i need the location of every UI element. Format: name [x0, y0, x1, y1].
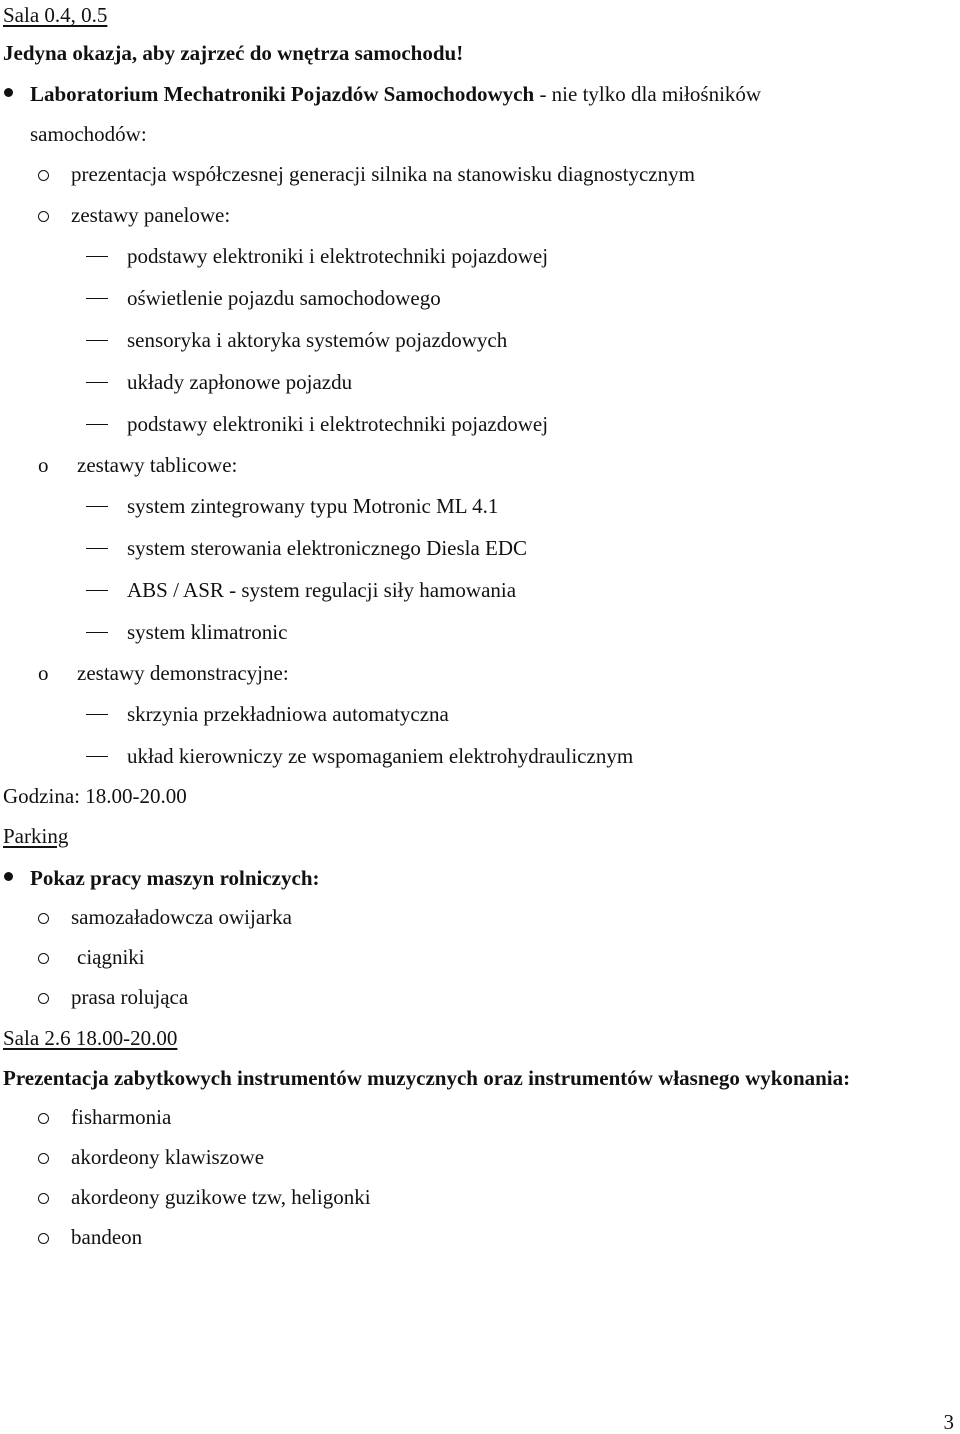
demo-item: układ kierowniczy ze wspomaganiem elektrohydraulicznym: [127, 744, 634, 768]
dash-bullet-icon: [86, 632, 108, 633]
dash-bullet-icon: [86, 340, 108, 341]
dash-bullet-icon: [86, 590, 108, 591]
dash-bullet-icon: [86, 256, 108, 257]
circle-bullet-icon: [38, 1113, 49, 1124]
headline: Jedyna okazja, aby zajrzeć do wnętrza samochodu!: [3, 41, 464, 65]
car-hours: Godzina: 18.00-20.00: [3, 784, 187, 808]
bullet-icon: [4, 872, 13, 881]
parking-location: Parking: [3, 824, 69, 848]
dash-bullet-icon: [86, 424, 108, 425]
circle-bullet-letter: o: [38, 453, 49, 477]
instruments-room-time: Sala 2.6 18.00-20.00: [3, 1026, 178, 1050]
circle-bullet-icon: [38, 913, 49, 924]
circle-bullet-icon: [38, 1153, 49, 1164]
demo-item: skrzynia przekładniowa automatyczna: [127, 702, 449, 726]
circle-bullet-icon: [38, 953, 49, 964]
room-location: Sala 0.4, 0.5: [3, 3, 108, 27]
circle-bullet-icon: [38, 211, 49, 222]
dash-bullet-icon: [86, 548, 108, 549]
lab-title: Laboratorium Mechatroniki Pojazdów Samochodowych: [30, 82, 535, 106]
panel-item: podstawy elektroniki i elektrotechniki pojazdowej: [127, 244, 549, 268]
circle-bullet-icon: [38, 993, 49, 1004]
lab-suffix: - nie tylko dla miłośników: [534, 82, 762, 106]
lab-suffix-continued: samochodów:: [30, 122, 147, 146]
item-engine-presentation: prezentacja współczesnej generacji silnika na stanowisku diagnostycznym: [71, 162, 695, 186]
board-item: system zintegrowany typu Motronic ML 4.1: [127, 494, 499, 518]
panel-item: oświetlenie pojazdu samochodowego: [127, 286, 441, 310]
panel-item: układy zapłonowe pojazdu: [127, 370, 353, 394]
instrument-item: akordeony klawiszowe: [71, 1145, 265, 1169]
instrument-item: fisharmonia: [71, 1105, 172, 1129]
dash-bullet-icon: [86, 298, 108, 299]
board-item: ABS / ASR - system regulacji siły hamowania: [127, 578, 517, 602]
instrument-item: bandeon: [71, 1225, 143, 1249]
group-panel-label: zestawy panelowe:: [71, 203, 231, 227]
instrument-item: akordeony guzikowe tzw, heligonki: [71, 1185, 371, 1209]
instruments-title: Prezentacja zabytkowych instrumentów muzycznych oraz instrumentów własnego wykonania:: [3, 1066, 851, 1090]
board-item: system klimatronic: [127, 620, 288, 644]
group-demo-label: zestawy demonstracyjne:: [77, 661, 289, 685]
panel-item: podstawy elektroniki i elektrotechniki pojazdowej: [127, 412, 549, 436]
machines-title: Pokaz pracy maszyn rolniczych:: [30, 866, 320, 890]
machine-item: samozaładowcza owijarka: [71, 905, 292, 929]
bullet-icon: [4, 88, 13, 97]
group-board-label: zestawy tablicowe:: [77, 453, 238, 477]
circle-bullet-letter: o: [38, 661, 49, 685]
page-number: 3: [943, 1410, 954, 1434]
dash-bullet-icon: [86, 506, 108, 507]
dash-bullet-icon: [86, 756, 108, 757]
machine-item: prasa rolująca: [71, 985, 189, 1009]
dash-bullet-icon: [86, 382, 108, 383]
circle-bullet-icon: [38, 170, 49, 181]
machine-item: ciągniki: [77, 945, 145, 969]
dash-bullet-icon: [86, 714, 108, 715]
board-item: system sterowania elektronicznego Diesla EDC: [127, 536, 528, 560]
circle-bullet-icon: [38, 1193, 49, 1204]
panel-item: sensoryka i aktoryka systemów pojazdowych: [127, 328, 508, 352]
circle-bullet-icon: [38, 1233, 49, 1244]
lab-heading: [30, 84, 761, 105]
